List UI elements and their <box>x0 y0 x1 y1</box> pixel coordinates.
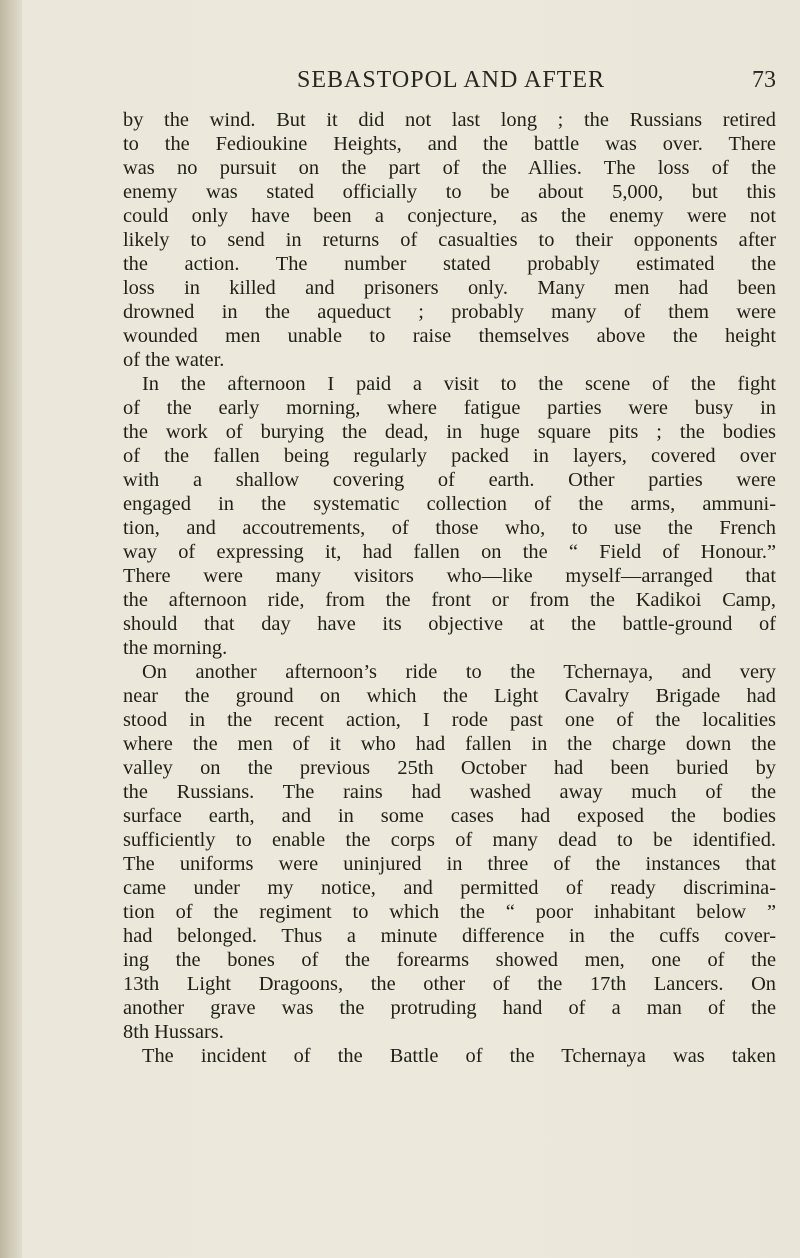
text-line: tion, and accoutrements, of those who, to use the French <box>123 517 776 539</box>
text-line: where the men of it who had fallen in the charge down the <box>123 733 776 755</box>
text-line: There were many visitors who—like myself—arranged that <box>123 565 776 587</box>
text-line: engaged in the systematic collection of the arms, ammuni- <box>123 493 776 515</box>
text-line: the Russians. The rains had washed away much of the <box>123 781 776 803</box>
text-line: surface earth, and in some cases had exposed the bodies <box>123 805 776 827</box>
text-line: near the ground on which the Light Cavalry Brigade had <box>123 685 776 707</box>
text-line: sufficiently to enable the corps of many dead to be identified. <box>123 829 776 851</box>
text-line: loss in killed and prisoners only. Many men had been <box>123 277 776 299</box>
text-line: the work of burying the dead, in huge square pits ; the bodies <box>123 421 776 443</box>
text-line: by the wind. But it did not last long ; the Russians retired <box>123 109 776 131</box>
text-line: In the afternoon I paid a visit to the scene of the fight <box>142 373 776 395</box>
text-line: was no pursuit on the part of the Allies. The loss of the <box>123 157 776 179</box>
text-line: ing the bones of the forearms showed men, one of the <box>123 949 776 971</box>
text-line: the action. The number stated probably estimated the <box>123 253 776 275</box>
text-line: The incident of the Battle of the Tchernaya was taken <box>142 1045 776 1067</box>
body-text <box>123 108 776 1068</box>
text-line: On another afternoon’s ride to the Tchernaya, and very <box>142 661 776 683</box>
text-line: tion of the regiment to which the “ poor inhabitant below ” <box>123 901 776 923</box>
text-line: valley on the previous 25th October had been buried by <box>123 757 776 779</box>
text-line: 13th Light Dragoons, the other of the 17th Lancers. On <box>123 973 776 995</box>
text-line: the morning. <box>123 637 228 659</box>
text-line: 8th Hussars. <box>123 1021 224 1043</box>
text-line: should that day have its objective at the battle-ground of <box>123 613 776 635</box>
text-line: stood in the recent action, I rode past one of the localities <box>123 709 776 731</box>
text-line: the afternoon ride, from the front or from the Kadikoi Camp, <box>123 589 776 611</box>
text-line: drowned in the aqueduct ; probably many of them were <box>123 301 776 323</box>
text-line: to the Fedioukine Heights, and the battle was over. There <box>123 133 776 155</box>
text-line: The uniforms were uninjured in three of the instances that <box>123 853 776 875</box>
text-line: likely to send in returns of casualties to their opponents after <box>123 229 776 251</box>
running-head: SEBASTOPOL AND AFTER <box>296 67 606 93</box>
page-header <box>126 60 776 100</box>
text-line: came under my notice, and permitted of ready discrimina- <box>123 877 776 899</box>
text-line: of the early morning, where fatigue parties were busy in <box>123 397 776 419</box>
text-line: way of expressing it, had fallen on the “ Field of Honour.” <box>123 541 776 563</box>
text-line: had belonged. Thus a minute difference in the cuffs cover- <box>123 925 776 947</box>
text-line: of the water. <box>123 349 225 371</box>
text-line: could only have been a conjecture, as the enemy were not <box>123 205 776 227</box>
text-line: wounded men unable to raise themselves above the height <box>123 325 776 347</box>
page-number: 73 <box>752 67 776 93</box>
text-line: another grave was the protruding hand of a man of the <box>123 997 776 1019</box>
text-line: enemy was stated officially to be about 5,000, but this <box>123 181 776 203</box>
page-gutter <box>0 0 22 1258</box>
text-line: of the fallen being regularly packed in layers, covered over <box>123 445 776 467</box>
text-line: with a shallow covering of earth. Other parties were <box>123 469 776 491</box>
